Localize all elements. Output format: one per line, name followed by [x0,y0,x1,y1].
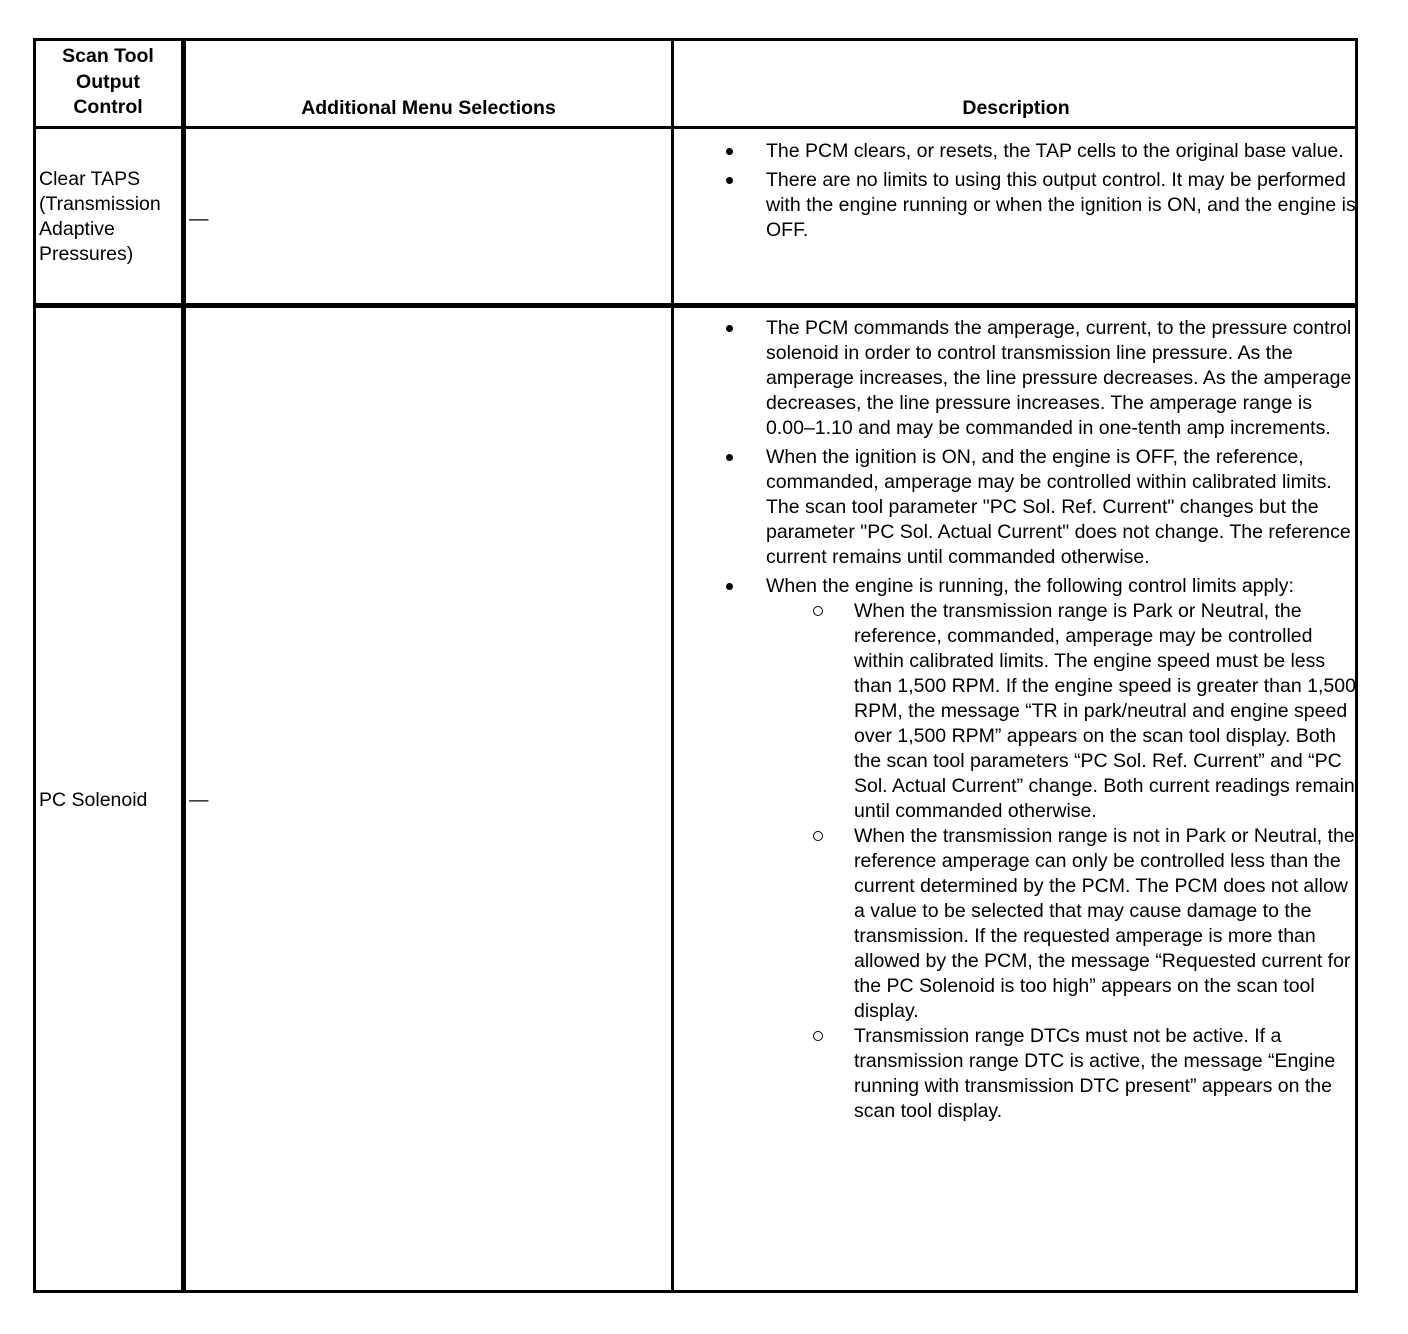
sub-bullet-text: Transmission range DTCs must not be active. If a transmission range DTC is active, the message “Engine running with transmission DTC present” appears on the scan tool display. [854,1025,1336,1122]
sub-bullet-text: When the transmission range is Park or Neutral, the reference, commanded, amperage may be controlled within calibrated limits. The engine speed must be less than 1,500 RPM. If the engine speed is greater than 1,500 RPM, the message “TR in park/neutral and engine speed over 1,500 RPM” appears on the scan tool display. Both the scan tool parameters “PC Sol. Ref. Current” and “PC Sol. Actual Current” change. Both current readings remain until commanded otherwise. [854,600,1356,822]
header-menu-selections: Additional Menu Selections [301,97,556,119]
hollow-circle-icon [813,831,823,841]
header-description: Description [962,97,1070,119]
row-divider [36,126,1355,129]
description-sub-bullet [766,1024,1358,1124]
bullet-icon [726,148,733,155]
bullet-text: When the ignition is ON, and the engine is OFF, the reference, commanded, amperage may be controlled within calibrated limits. The scan tool parameter "PC Sol. Ref. Current" changes but the parameter "PC Sol. Actual Current" does not change. The reference current remains until commanded otherwise. [766,446,1351,568]
bullet-icon [726,177,733,184]
sub-bullet-text: When the transmission range is not in Park or Neutral, the reference amperage can only be controlled less than the current determined by the PCM. The PCM does not allow a value to be selected that may cause damage to the transmission. If the requested amperage is more than allowed by the PCM, the message “Requested current for the PC Solenoid is too high” appears on the scan tool display. [854,825,1355,1022]
bullet-icon [726,454,733,461]
row-pc-solenoid-description [674,316,1358,1124]
column-divider [181,41,186,1290]
description-bullet [674,316,1358,441]
bullet-text: The PCM clears, or resets, the TAP cells to the original base value. [766,140,1344,162]
description-sub-bullet [766,824,1358,1024]
row-divider [36,303,1355,308]
description-bullet [674,168,1358,243]
header-output-control: Scan Tool Output Control [62,45,154,118]
row-pc-solenoid-menu: — [189,789,209,811]
row-clear-taps-menu: — [189,208,209,230]
bullet-text: There are no limits to using this output control. It may be performed with the engine running or when the ignition is ON, and the engine is OFF. [766,169,1356,241]
bullet-icon [726,325,733,332]
description-bullet [674,574,1358,1124]
row-clear-taps-control: Clear TAPS (Transmission Adaptive Pressures) [39,168,161,265]
hollow-circle-icon [813,1031,823,1041]
description-sub-bullet [766,599,1358,824]
row-clear-taps-description [674,139,1358,243]
output-controls-table [33,38,1358,1293]
hollow-circle-icon [813,606,823,616]
row-pc-solenoid-control: PC Solenoid [39,789,148,811]
description-bullet [674,139,1358,164]
bullet-text: The PCM commands the amperage, current, to the pressure control solenoid in order to control transmission line pressure. As the amperage increases, the line pressure decreases. As the amperage decreases, the line pressure increases. The amperage range is 0.00–1.10 and may be commanded in one-tenth amp increments. [766,317,1352,439]
bullet-icon [726,583,733,590]
bullet-text: When the engine is running, the following control limits apply: [766,575,1294,597]
description-bullet [674,445,1358,570]
